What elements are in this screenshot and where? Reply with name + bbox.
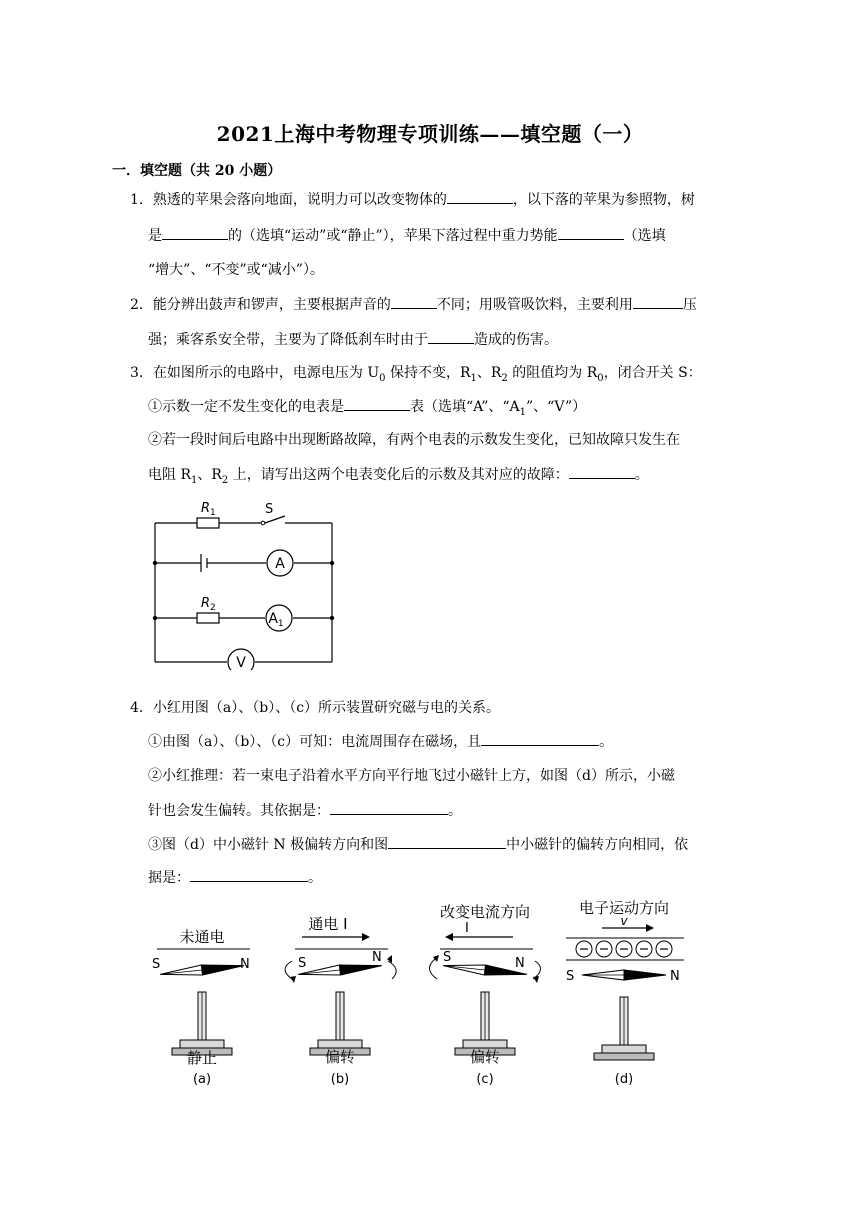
q4-text: 。: [308, 870, 322, 886]
section-heading: 一．填空题（共 20 小题）: [112, 163, 282, 179]
figure-a-caption-top: 未通电: [179, 928, 225, 946]
figure-c: [429, 903, 540, 1087]
q3-text: 3．在如图所示的电路中，电源电压为 U: [130, 365, 380, 381]
circuit-diagram: [145, 495, 345, 670]
ammeter-a1-label: $A_1$: [268, 611, 284, 629]
figure-a: [152, 928, 250, 1087]
q4-text: 据是：: [148, 870, 190, 886]
ammeter-a-label: A: [275, 556, 285, 572]
resistor-r1-symbol: [197, 518, 219, 528]
q3-text: 保持不变，R: [385, 365, 471, 381]
q4-line2: [148, 731, 613, 752]
resistor-r2-label: $R_2$: [201, 596, 216, 613]
q4-blank-1[interactable]: [481, 731, 599, 746]
q4-line4: [148, 800, 462, 821]
figure-a-caption-bottom: 静止: [186, 1049, 218, 1067]
figure-d-n-label: N: [670, 969, 680, 984]
q3-text: ①示数一定不发生变化的电表是: [148, 399, 344, 415]
q4-text: 针也会发生偏转。其依据是：: [148, 803, 330, 819]
q3-sub: 0: [597, 372, 604, 384]
q3-text: 的阻值均为 R: [507, 365, 598, 381]
q4-blank-3[interactable]: [388, 834, 506, 849]
q1-line1: [130, 189, 695, 210]
voltmeter-label: V: [236, 655, 246, 670]
q4-blank-2[interactable]: [330, 800, 448, 815]
q2-text: 不同；用吸管吸饮料，主要利用: [436, 297, 633, 313]
figure-c-caption-bottom: 偏转: [469, 1048, 501, 1066]
q1-text: 的（选填“运动”或“静止”），苹果下落过程中重力势能: [228, 228, 558, 244]
q2-line1: [130, 294, 697, 315]
q4-line5: [148, 834, 688, 855]
q3-blank-1[interactable]: [344, 396, 410, 411]
q2-blank-1[interactable]: [391, 294, 437, 309]
q3-line2: [148, 396, 586, 423]
q2-line2: [148, 329, 558, 350]
q1-blank-3[interactable]: [558, 225, 624, 240]
figure-c-current-label: I: [465, 921, 469, 936]
q3-text: ，闭合开关 S：: [603, 365, 702, 381]
q3-text: 、R: [197, 467, 222, 483]
q3-text: ”、“V”）: [526, 399, 587, 415]
figure-d-caption-top: 电子运动方向: [578, 899, 670, 917]
figure-b-n-label: N: [372, 950, 382, 965]
switch-label: S: [265, 502, 274, 517]
switch-symbol: [265, 516, 285, 523]
q4-text: 。: [448, 803, 462, 819]
figure-b-caption-bottom: 偏转: [324, 1048, 356, 1066]
figure-b: [285, 915, 396, 1087]
figure-c-n-label: N: [515, 956, 525, 971]
figure-b-label: (b): [330, 1072, 350, 1087]
q3-text: 表（选填“A”、“A: [410, 399, 520, 415]
q3-line3: ②若一段时间后电路中出现断路故障，有两个电表的示数发生变化，已知故障只发生在: [148, 432, 680, 448]
q3-text: 。: [634, 467, 649, 483]
q4-line6: [148, 867, 322, 888]
q4-text: 中小磁针的偏转方向相同，依: [506, 837, 689, 853]
q1-blank-2[interactable]: [162, 225, 228, 240]
q3-blank-2[interactable]: [569, 464, 635, 479]
figure-c-caption-top: 改变电流方向: [439, 903, 531, 921]
resistor-r1-label: $R_1$: [201, 501, 216, 518]
q2-blank-3[interactable]: [428, 329, 474, 344]
q3-sub: 1: [191, 474, 198, 486]
q3-text: 上，请写出这两个电表变化后的示数及其对应的故障：: [228, 467, 569, 483]
q2-text: 造成的伤害。: [474, 332, 558, 348]
q3-sub: 2: [501, 372, 508, 384]
q1-line2: [148, 225, 666, 246]
figure-d-velocity-label: v: [620, 914, 628, 928]
q1-blank-1[interactable]: [447, 189, 513, 204]
q3-sub: 2: [221, 474, 229, 486]
q1-line3: “增大”、“不变”或“减小”）。: [148, 262, 324, 278]
q3-sub: 1: [519, 406, 527, 418]
resistor-r2-symbol: [197, 613, 219, 623]
q4-line1: 4．小红用图（a）、（b）、（c）所示装置研究磁与电的关系。: [130, 700, 501, 716]
q3-text: 电阻 R: [148, 467, 191, 483]
q1-text: （选填: [623, 228, 666, 244]
q3-line4: [148, 464, 649, 491]
figure-d-s-label: S: [566, 969, 575, 984]
q4-text: ③图（d）中小磁针 N 极偏转方向和图: [148, 837, 389, 853]
q4-text: 。: [599, 734, 614, 750]
figure-b-caption-top: 通电 I: [308, 915, 348, 933]
q1-text: ，以下落的苹果为参照物，树: [512, 192, 695, 208]
q3-sub: 1: [470, 372, 477, 384]
figure-a-label: (a): [192, 1072, 212, 1087]
q4-line3: ②小红推理：若一束电子沿着水平方向平行地飞过小磁针上方，如图（d）所示，小磁: [148, 768, 675, 784]
q2-text: 强；乘客系安全带，主要为了降低刹车时由于: [148, 332, 428, 348]
compass-figures: [140, 895, 700, 1095]
q2-text: 2．能分辨出鼓声和锣声，主要根据声音的: [130, 297, 391, 313]
q3-text: 、R: [476, 365, 502, 381]
q4-text: ①由图（a）、（b）、（c）可知：电流周围存在磁场，且: [148, 734, 482, 750]
figure-a-n-label: N: [240, 957, 250, 972]
q2-blank-2[interactable]: [633, 294, 683, 309]
q1-text: 1．熟透的苹果会落向地面，说明力可以改变物体的: [130, 192, 447, 208]
figure-c-s-label: S: [443, 950, 452, 965]
document-title: 2021上海中考物理专项训练——填空题（一）: [216, 122, 644, 146]
figure-d: [566, 899, 684, 1087]
figure-c-label: (c): [476, 1072, 494, 1087]
figure-a-s-label: S: [152, 957, 161, 972]
q1-text: 是: [148, 228, 162, 244]
figure-d-label: (d): [614, 1072, 634, 1087]
q3-line1: [130, 363, 702, 389]
q4-blank-4[interactable]: [190, 867, 308, 882]
q2-text: 压: [682, 297, 697, 313]
figure-b-s-label: S: [298, 956, 307, 971]
q3-sub: 0: [379, 372, 386, 384]
